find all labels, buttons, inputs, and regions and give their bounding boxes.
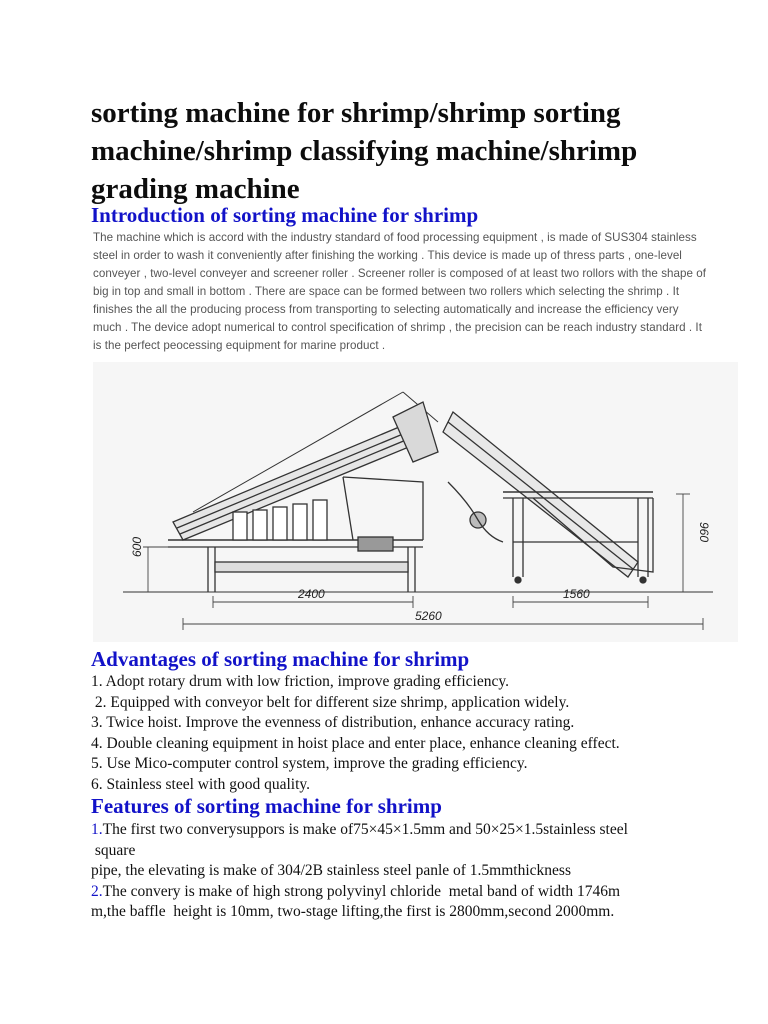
dim-height-left: 600 bbox=[130, 536, 144, 557]
list-item: 6. Stainless steel with good quality. bbox=[91, 775, 310, 793]
intro-line: much . The device adopt numerical to control specification of shrimp , the precision can be reach industry standard . It bbox=[93, 321, 702, 334]
advantages-heading: Advantages of sorting machine for shrimp bbox=[91, 647, 470, 671]
intro-line: big in top and small in bottom . There are space can be formed between two rollers which selecting the shrimp . It bbox=[93, 285, 680, 298]
feature-1-text-cont: pipe, the elevating is make of 304/2B stainless steel panle of 1.5mmthickness bbox=[91, 862, 571, 879]
machine-drawing bbox=[93, 362, 738, 642]
list-item: 2. Equipped with conveyor belt for different size shrimp, application widely. bbox=[91, 693, 570, 711]
intro-line: conveyer , two-level conveyer and screener roller . Screener roller is composed of at least two rollors with the shape of bbox=[93, 267, 707, 280]
feature-1-line bbox=[91, 820, 711, 841]
feature-2-text-cont: m,the baffle height is 10mm, two-stage lifting,the first is 2800mm,second 2000mm. bbox=[91, 903, 615, 920]
intro-heading: Introduction of sorting machine for shrimp bbox=[91, 203, 479, 227]
dim-width-left: 2400 bbox=[298, 587, 325, 601]
feature-2-text: The convery is make of high strong polyvinyl chloride metal band of width 1746m bbox=[102, 882, 621, 900]
feature-1-text-cont: square bbox=[91, 841, 136, 859]
dim-width-right: 1560 bbox=[563, 587, 590, 601]
intro-line: The machine which is accord with the industry standard of food processing equipment , is made of SUS304 stainless bbox=[93, 231, 697, 244]
feature-2-line bbox=[91, 882, 711, 903]
features-heading: Features of sorting machine for shrimp bbox=[91, 794, 442, 818]
intro-text-image bbox=[93, 229, 738, 367]
features-list bbox=[91, 820, 711, 923]
intro-line: is the perfect peocessing equipment for marine product . bbox=[93, 339, 386, 352]
list-item: 5. Use Mico-computer control system, improve the grading efficiency. bbox=[91, 755, 528, 772]
list-item: 4. Double cleaning equipment in hoist place and enter place, enhance cleaning effect. bbox=[91, 734, 620, 752]
dim-height-right: 960 bbox=[697, 522, 711, 543]
feature-2-number: 2. bbox=[91, 882, 103, 900]
intro-line: steel in order to wash it conveniently after finishing the working . This device is made up of thress parts , one-level bbox=[93, 249, 682, 262]
feature-1-text: The first two converysuppors is make of75×45×1.5mm and 50×25×1.5stainless steel bbox=[102, 821, 628, 838]
dim-total: 5260 bbox=[415, 609, 442, 623]
intro-line: finishes the all the producing process from transporting to selecting automatically and increase the efficiency very bbox=[93, 303, 679, 316]
advantages-list bbox=[91, 672, 711, 795]
list-item: 3. Twice hoist. Improve the evenness of distribution, enhance accuracy rating. bbox=[91, 714, 575, 731]
feature-1-number: 1. bbox=[91, 821, 103, 838]
page-title: sorting machine for shrimp/shrimp sorting machine/shrimp classifying machine/shrimp grading machine bbox=[91, 97, 638, 205]
list-item: 1. Adopt rotary drum with low friction, improve grading efficiency. bbox=[91, 673, 509, 690]
